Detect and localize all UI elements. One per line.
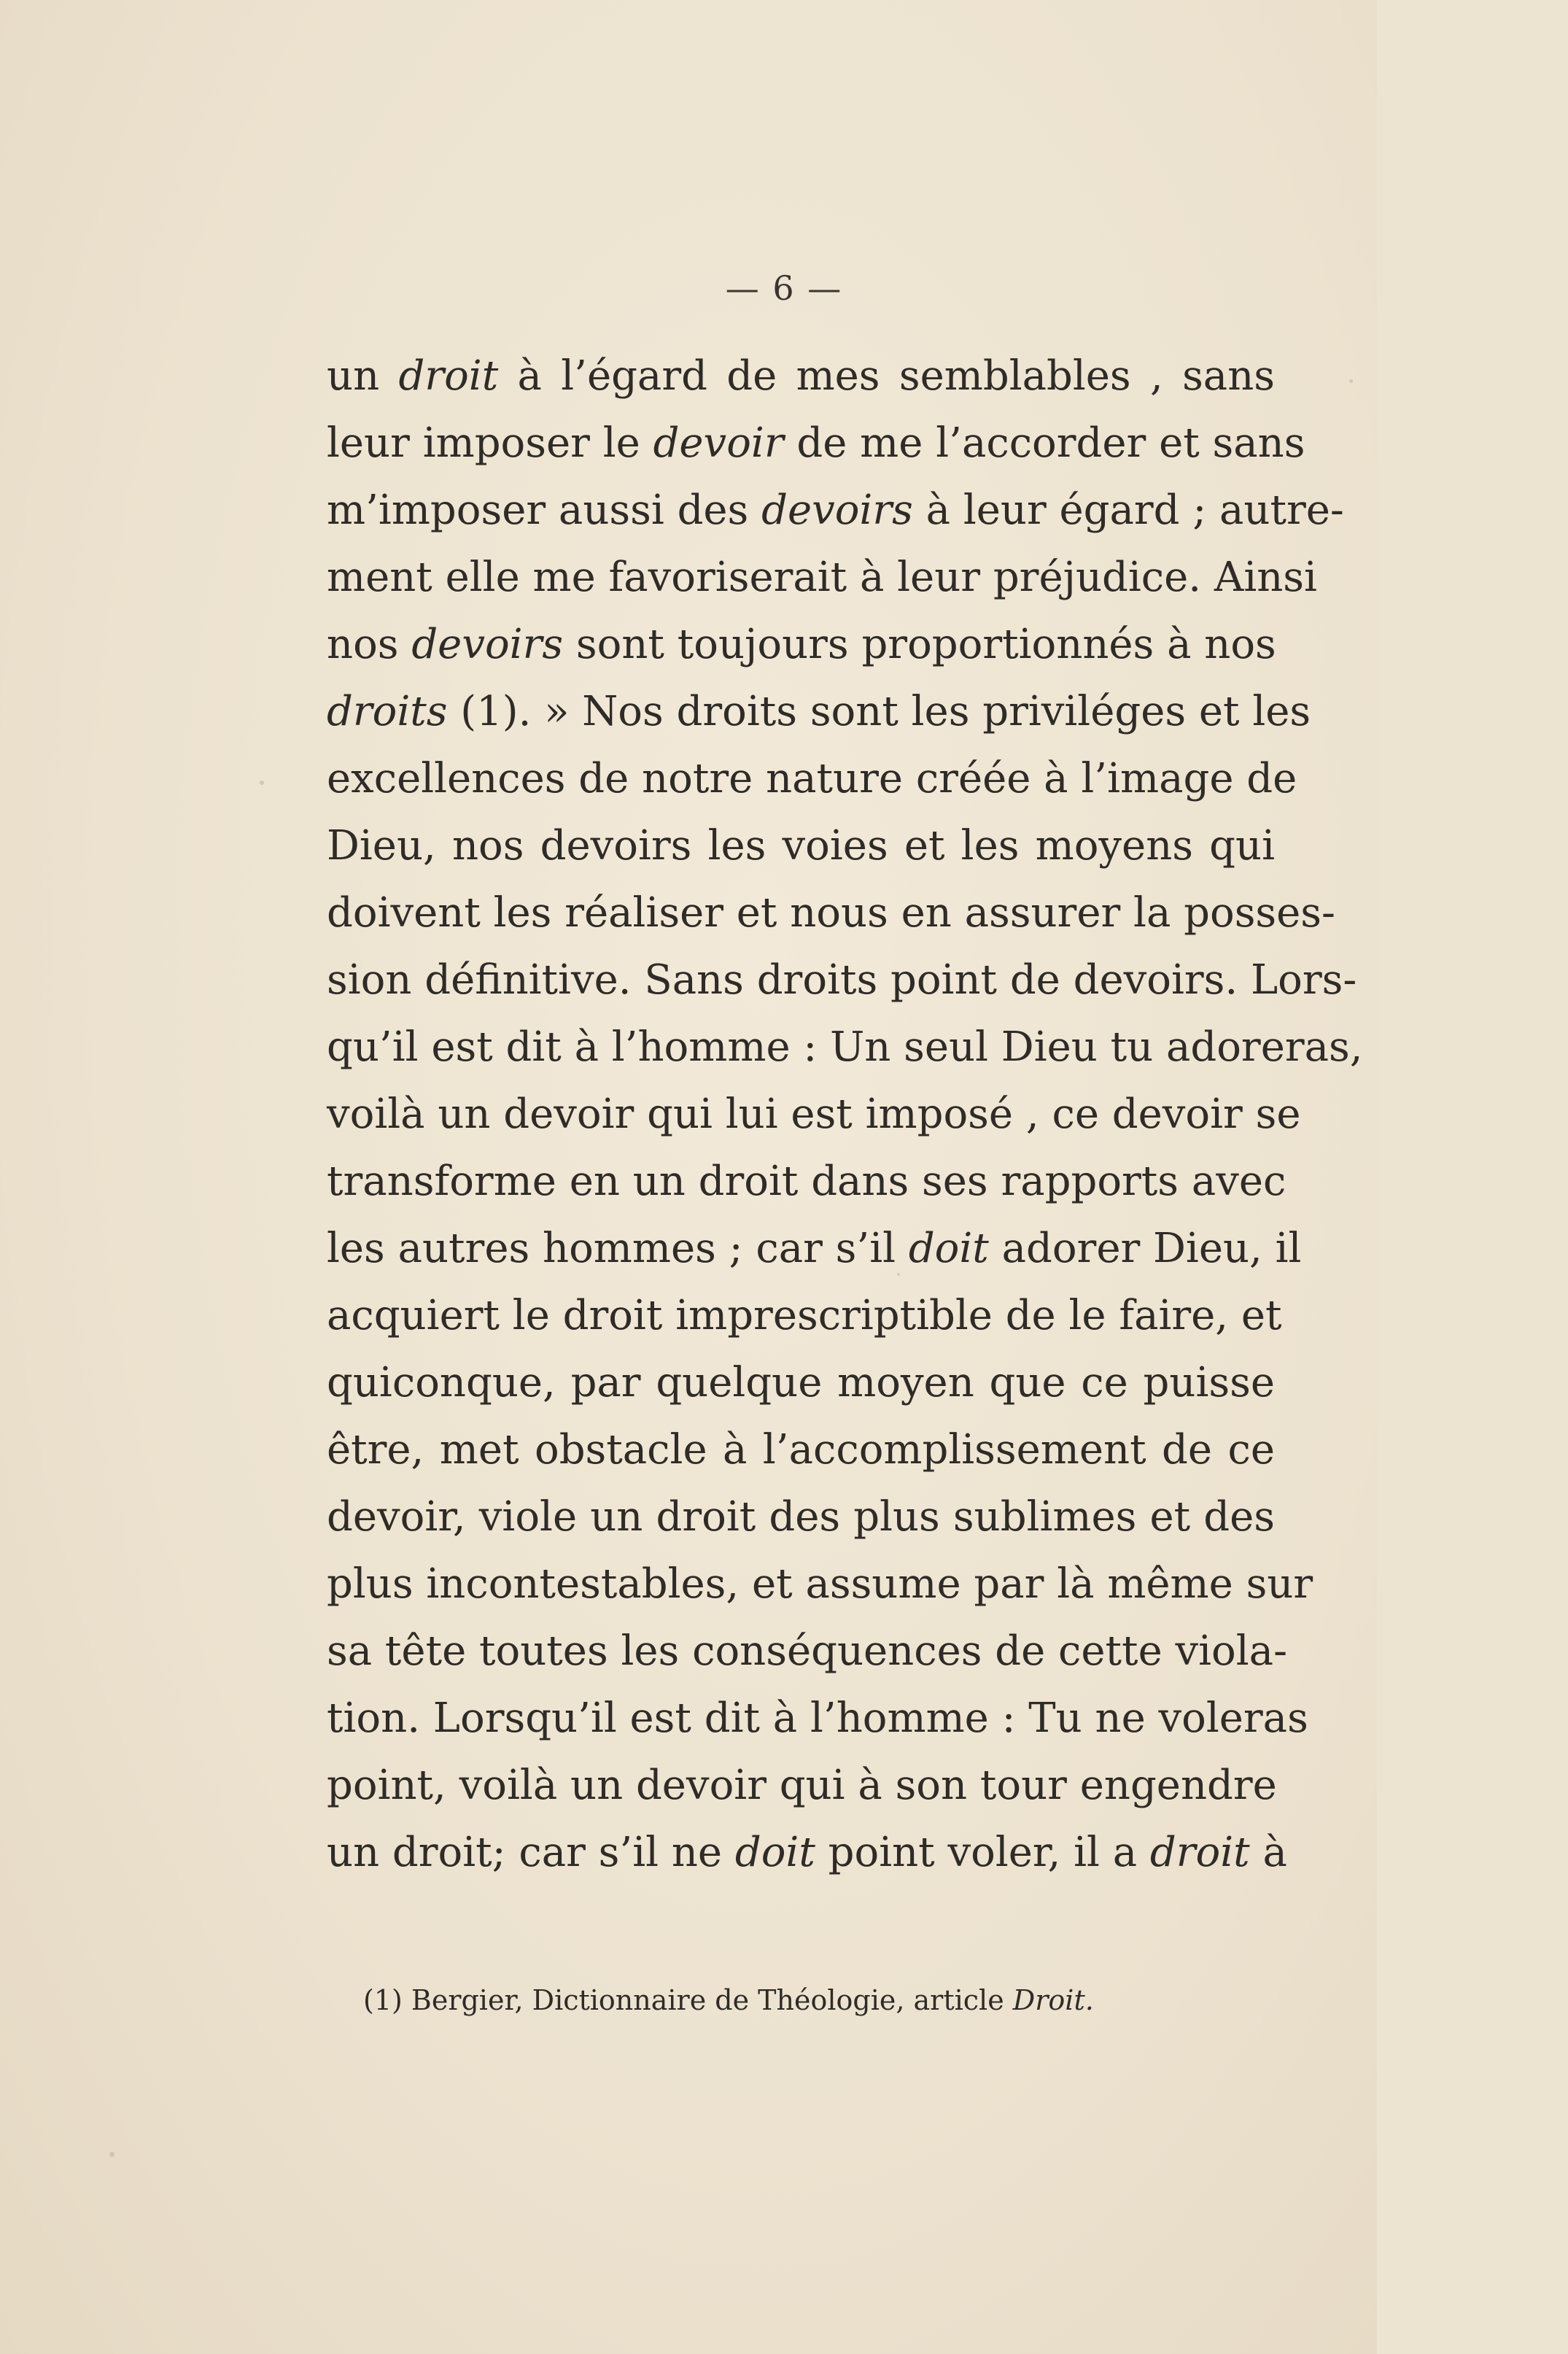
text-run: leur imposer le <box>327 419 653 467</box>
text-run: adorer Dieu, il <box>988 1225 1302 1272</box>
italic-word: doit <box>734 1829 815 1876</box>
italic-word: droits <box>327 688 448 735</box>
footnote-text: (1) Bergier, Dictionnaire de Théologie, article <box>363 1984 1013 2016</box>
paper-speck <box>1349 379 1353 383</box>
text-line <box>327 410 1305 477</box>
text-run: voilà un devoir qui lui est imposé , ce devoir se <box>327 1091 1301 1138</box>
text-line <box>327 678 1311 746</box>
text-run: point voler, il a <box>815 1829 1150 1876</box>
text-line <box>327 477 1344 544</box>
text-line <box>327 880 1335 947</box>
footnote-italic: Droit. <box>1012 1984 1094 2016</box>
text-line <box>327 1685 1308 1752</box>
text-run: acquiert le droit imprescriptible de le faire, et <box>327 1292 1282 1339</box>
text-run: transforme en un droit dans ses rapports avec <box>327 1158 1286 1205</box>
text-run: à leur égard ; autre- <box>912 487 1344 534</box>
italic-word: devoir <box>653 419 784 467</box>
text-run: à l’égard de mes semblables , sans <box>498 352 1275 400</box>
body-text <box>327 343 1363 1886</box>
italic-word: doit <box>908 1225 989 1272</box>
text-line <box>327 1081 1301 1148</box>
text-line <box>327 1282 1282 1350</box>
page-number: — 6 — <box>725 268 843 308</box>
text-run: être, met obstacle à l’accomplissement de ce <box>327 1426 1275 1474</box>
italic-word: droit <box>398 352 499 400</box>
paper-speck <box>109 2152 115 2157</box>
text-run: (1). » Nos droits sont les priviléges et les <box>447 688 1311 735</box>
text-run: nos <box>327 621 412 668</box>
text-run: un <box>327 352 399 400</box>
paper-speck <box>897 1273 900 1276</box>
italic-word: devoirs <box>761 487 913 534</box>
text-run: sa tête toutes les conséquences de cette viola- <box>327 1627 1287 1675</box>
text-line <box>327 1148 1286 1215</box>
text-line <box>327 813 1275 880</box>
text-run: plus incontestables, et assume par là même sur <box>327 1560 1313 1608</box>
text-line <box>327 1215 1302 1282</box>
text-line <box>327 343 1275 410</box>
text-run: m’imposer aussi des <box>327 487 762 534</box>
paper-speck <box>260 781 264 785</box>
text-line <box>327 746 1297 813</box>
text-run: sont toujours proportionnés à nos <box>563 621 1276 668</box>
text-run: de me l’accorder et sans <box>783 419 1305 467</box>
italic-word: droit <box>1149 1829 1250 1876</box>
text-line <box>327 1551 1313 1618</box>
footnote <box>363 1978 1165 2022</box>
text-run: Dieu, nos devoirs les voies et les moyens qui <box>327 822 1275 870</box>
text-line <box>327 1350 1275 1417</box>
text-run: un droit; car s’il ne <box>327 1829 735 1876</box>
text-run: les autres hommes ; car s’il <box>327 1225 909 1272</box>
text-line <box>327 544 1317 611</box>
text-line <box>327 1014 1363 1081</box>
text-run: excellences de notre nature créée à l’image de <box>327 755 1297 802</box>
text-line <box>327 1752 1275 1819</box>
text-run: ment elle me favoriserait à leur préjudice. Ainsi <box>327 554 1317 601</box>
text-run: tion. Lorsqu’il est dit à l’homme : Tu ne voleras <box>327 1695 1308 1742</box>
text-run: à <box>1249 1829 1287 1876</box>
text-line <box>327 947 1357 1014</box>
text-run: qu’il est dit à l’homme : Un seul Dieu tu adoreras, <box>327 1023 1363 1071</box>
text-run: doivent les réaliser et nous en assurer la posses- <box>327 889 1335 937</box>
text-line <box>327 611 1275 678</box>
text-line <box>327 1417 1275 1484</box>
italic-word: devoirs <box>411 621 564 668</box>
text-run: devoir, viole un droit des plus sublimes et des <box>327 1493 1275 1541</box>
text-line <box>327 1484 1275 1551</box>
text-line <box>327 1819 1287 1886</box>
text-run: point, voilà un devoir qui à son tour engendre <box>327 1762 1277 1809</box>
text-line <box>327 1618 1287 1685</box>
text-run: quiconque, par quelque moyen que ce puisse <box>327 1359 1275 1406</box>
text-run: sion définitive. Sans droits point de devoirs. Lors- <box>327 956 1357 1004</box>
